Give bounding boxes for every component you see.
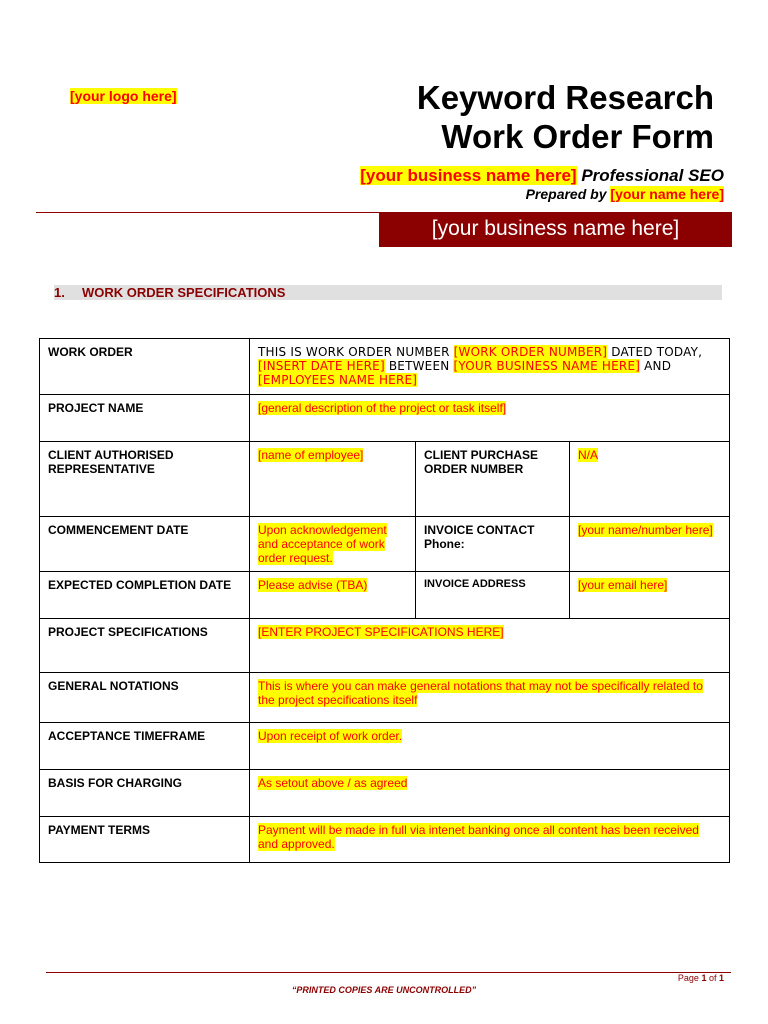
general-notations-text: This is where you can make general notations that may not be specifically related to the project specifications itself bbox=[258, 679, 703, 707]
client-po-label: CLIENT PURCHASE ORDER NUMBER bbox=[416, 442, 570, 517]
page-of: of bbox=[706, 973, 719, 983]
document-title bbox=[417, 78, 714, 156]
commencement-text: Upon acknowledgement and acceptance of work order request. bbox=[258, 523, 387, 565]
wo-text-1: THIS IS WORK ORDER NUMBER bbox=[258, 345, 454, 359]
invoice-contact-label bbox=[416, 517, 570, 572]
section-number: 1. bbox=[54, 285, 65, 300]
page-prefix: Page bbox=[677, 973, 702, 983]
wo-text-3: BETWEEN bbox=[384, 359, 454, 373]
charging-label: BASIS FOR CHARGING bbox=[40, 770, 250, 817]
work-order-statement bbox=[250, 339, 730, 395]
commencement-label: COMMENCEMENT DATE bbox=[40, 517, 250, 572]
title-line-2: Work Order Form bbox=[441, 118, 714, 155]
prepared-by-line bbox=[526, 186, 724, 202]
payment-value bbox=[250, 817, 730, 863]
invoice-contact-title: INVOICE CONTACT bbox=[424, 523, 535, 537]
invoice-address-label: INVOICE ADDRESS bbox=[416, 572, 570, 619]
charging-text: As setout above / as agreed bbox=[258, 776, 408, 790]
table-row bbox=[40, 619, 730, 673]
professional-seo-text: Professional SEO bbox=[581, 166, 724, 185]
page-total: 1 bbox=[718, 973, 724, 983]
wo-text-4: AND bbox=[640, 359, 672, 373]
project-specs-value bbox=[250, 619, 730, 673]
table-row bbox=[40, 723, 730, 770]
invoice-contact-phone-label: Phone: bbox=[424, 537, 465, 551]
section-title: WORK ORDER SPECIFICATIONS bbox=[82, 285, 286, 300]
wo-text-2: DATED TODAY, bbox=[607, 345, 703, 359]
table-row bbox=[40, 395, 730, 442]
client-rep-value bbox=[250, 442, 416, 517]
project-name-text: [general description of the project or task itself] bbox=[258, 401, 507, 415]
work-order-table bbox=[39, 338, 730, 863]
expected-completion-label: EXPECTED COMPLETION DATE bbox=[40, 572, 250, 619]
business-name-placeholder: [your business name here] bbox=[360, 166, 577, 185]
title-line-1: Keyword Research bbox=[416, 79, 714, 116]
table-row bbox=[40, 817, 730, 863]
invoice-address-value bbox=[570, 572, 730, 619]
project-specs-text: [ENTER PROJECT SPECIFICATIONS HERE] bbox=[258, 625, 504, 639]
table-row bbox=[40, 770, 730, 817]
page-current: 1 bbox=[701, 973, 707, 983]
uncontrolled-copies-notice: “PRINTED COPIES ARE UNCONTROLLED” bbox=[291, 985, 477, 995]
project-name-label: PROJECT NAME bbox=[40, 395, 250, 442]
project-specs-label: PROJECT SPECIFICATIONS bbox=[40, 619, 250, 673]
wo-date-placeholder: [INSERT DATE HERE] bbox=[258, 359, 385, 373]
payment-text: Payment will be made in full via intenet banking once all content has been received and approved. bbox=[258, 823, 699, 851]
table-row bbox=[40, 442, 730, 517]
project-name-value bbox=[250, 395, 730, 442]
commencement-value bbox=[250, 517, 416, 572]
wo-number-placeholder: [WORK ORDER NUMBER] bbox=[453, 345, 608, 359]
expected-completion-value bbox=[250, 572, 416, 619]
client-rep-text: [name of employee] bbox=[258, 448, 364, 462]
general-notations-label: GENERAL NOTATIONS bbox=[40, 673, 250, 723]
client-po-value bbox=[570, 442, 730, 517]
section-heading bbox=[54, 285, 722, 300]
table-row bbox=[40, 673, 730, 723]
wo-business-placeholder: [YOUR BUSINESS NAME HERE] bbox=[453, 359, 641, 373]
invoice-address-text: [your email here] bbox=[578, 578, 668, 592]
footer-divider bbox=[46, 972, 731, 973]
logo-placeholder-text: [your logo here] bbox=[70, 88, 177, 104]
acceptance-value bbox=[250, 723, 730, 770]
table-row bbox=[40, 339, 730, 395]
acceptance-label: ACCEPTANCE TIMEFRAME bbox=[40, 723, 250, 770]
general-notations-value bbox=[250, 673, 730, 723]
acceptance-text: Upon receipt of work order. bbox=[258, 729, 403, 743]
logo-placeholder bbox=[70, 88, 177, 104]
client-rep-label: CLIENT AUTHORISED REPRESENTATIVE bbox=[40, 442, 250, 517]
invoice-contact-value bbox=[570, 517, 730, 572]
business-banner: [your business name here] bbox=[379, 212, 732, 247]
table-row bbox=[40, 517, 730, 572]
table-row bbox=[40, 572, 730, 619]
invoice-contact-text: [your name/number here] bbox=[578, 523, 713, 537]
charging-value bbox=[250, 770, 730, 817]
page-number bbox=[678, 973, 724, 983]
work-order-label: WORK ORDER bbox=[40, 339, 250, 395]
business-subtitle bbox=[360, 166, 724, 186]
name-placeholder: [your name here] bbox=[610, 186, 724, 202]
prepared-by-label: Prepared by bbox=[525, 186, 607, 202]
payment-label: PAYMENT TERMS bbox=[40, 817, 250, 863]
expected-completion-text: Please advise (TBA) bbox=[258, 578, 368, 592]
wo-employee-placeholder: [EMPLOYEES NAME HERE] bbox=[258, 373, 418, 387]
client-po-text: N/A bbox=[578, 448, 599, 462]
